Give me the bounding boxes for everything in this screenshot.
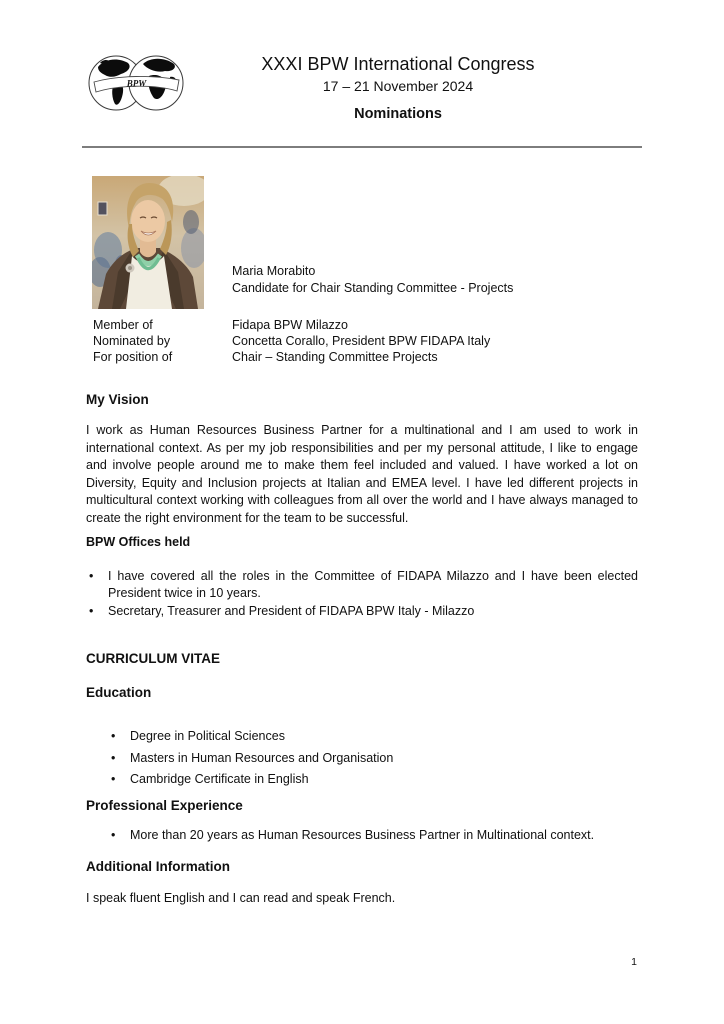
list-item: • Cambridge Certificate in English: [86, 769, 638, 791]
detail-row-position: [93, 349, 638, 365]
detail-label: Nominated by: [93, 334, 171, 348]
list-item: • I have covered all the roles in the Committee of FIDAPA Milazzo and I have been elected President twice in 10 years.: [86, 568, 638, 603]
list-item: • Secretary, Treasurer and President of FIDAPA BPW Italy - Milazzo: [86, 603, 638, 621]
list-item: • More than 20 years as Human Resources Business Partner in Multinational context.: [86, 827, 638, 845]
experience-list: [86, 827, 638, 845]
detail-value: Chair – Standing Committee Projects: [232, 350, 438, 364]
education-list: [86, 726, 638, 791]
candidate-name-block: [232, 263, 513, 297]
vision-paragraph: I work as Human Resources Business Partner for a multinational and I am used to work in international context. As per my job responsibilities and per my personal attitude, I like to engage and involve people around me to make them feel included and valued. I have worked a lot on Diversity, Equity and Inclusion projects at Italian and EMEA level. I have led different projects in multicultural context working with colleagues from all over the world and I have always managed to create the right environment for the team to be successful.: [86, 423, 638, 525]
nominations-heading: Nominations: [354, 106, 442, 122]
header-divider: [82, 146, 642, 148]
experience-heading: Professional Experience: [86, 797, 243, 813]
detail-value: Fidapa BPW Milazzo: [232, 318, 349, 332]
bpw-globes-logo-icon: [88, 53, 185, 113]
additional-paragraph: I speak fluent English and I can read and speak French.: [86, 891, 396, 906]
list-item: • Degree in Political Sciences: [86, 726, 638, 748]
vision-heading: My Vision: [86, 392, 149, 407]
detail-label: Member of: [93, 318, 153, 332]
offices-heading: BPW Offices held: [86, 534, 191, 549]
detail-label: For position of: [93, 350, 173, 364]
candidate-position: Candidate for Chair Standing Committee - Projects: [232, 281, 514, 295]
document-header: [86, 0, 638, 123]
page-number: 1: [631, 956, 637, 968]
offices-list: [86, 568, 638, 621]
congress-date: 17 – 21 November 2024: [322, 78, 474, 94]
svg-text:BPW: BPW: [126, 78, 147, 89]
cv-heading: CURRICULUM VITAE: [86, 651, 220, 667]
candidate-photo: [92, 176, 204, 309]
candidate-details: [86, 317, 638, 365]
detail-row-nominated: [93, 333, 638, 349]
list-item: • Masters in Human Resources and Organisation: [86, 748, 638, 770]
detail-value: Concetta Corallo, President BPW FIDAPA Italy: [232, 334, 491, 348]
candidate-block: [86, 176, 638, 309]
candidate-name: Maria Morabito: [232, 264, 316, 278]
additional-heading: Additional Information: [86, 859, 230, 875]
header-text-block: [158, 53, 638, 123]
congress-title: XXXI BPW International Congress: [261, 54, 535, 74]
education-heading: Education: [86, 685, 152, 701]
detail-row-member: [93, 317, 638, 333]
